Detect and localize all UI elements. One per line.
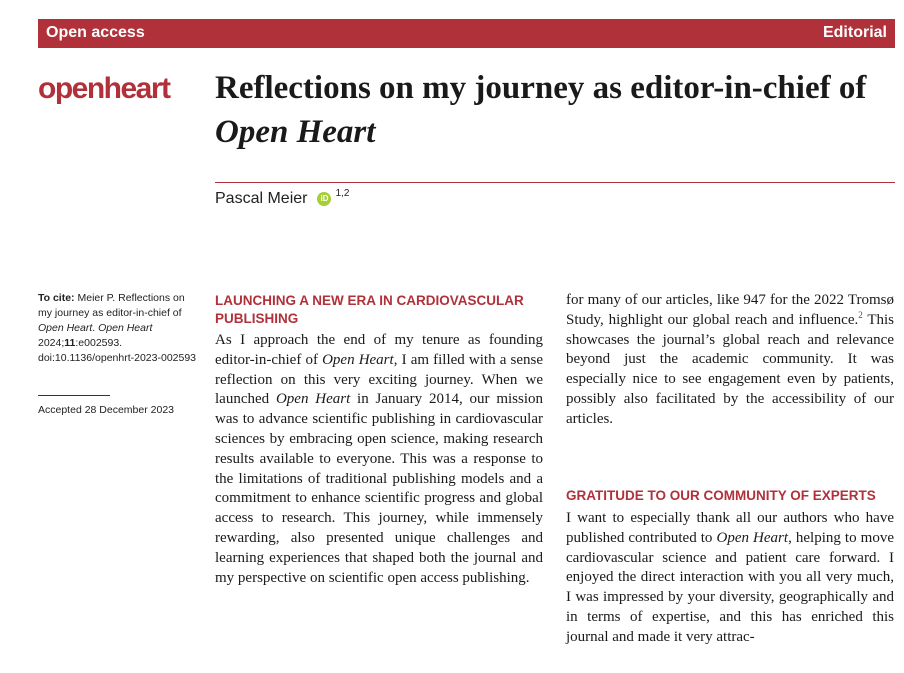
- author-line: [215, 187, 350, 208]
- accepted-date: Accepted 28 December 2023: [38, 404, 175, 416]
- section-heading-launching: LAUNCHING A NEW ERA IN CARDIOVASCULAR PUBLISHING: [215, 293, 524, 326]
- journal-logo[interactable]: openheart: [38, 72, 170, 105]
- citation-divider: [38, 395, 110, 396]
- body-column-left: As I approach the end of my tenure as founding editor-in-chief of Open Heart, I am filled with a sense reflection on this very exciting journey. When we launched Open Heart in January 2014, our mission was to advance scientific publishing in cardiovascular sciences by embracing open science, making research results available to everyone. This was a response to the limitations of traditional publishing models and a commitment to enhance scientific progress and global access to research. This journey, while immensely rewarding, also presented unique challenges and learning experiences that shaped both the journal and my perspective on scientific open access publishing.: [215, 332, 543, 586]
- orcid-icon[interactable]: iD: [317, 192, 331, 206]
- affiliation-superscript[interactable]: 1,2: [335, 187, 350, 199]
- section-heading-gratitude: GRATITUDE TO OUR COMMUNITY OF EXPERTS: [566, 488, 876, 503]
- article-title: Reflections on my journey as editor-in-chief of Open Heart: [215, 70, 867, 150]
- citation-box: To cite: Meier P. Reflections on my journey as editor-in-chief of Open Heart. Open Heart 2024;11:e002593. doi:10.1136/openhrt-2023-002593: [38, 292, 197, 364]
- open-access-label: Open access: [46, 24, 145, 41]
- article-type-label: Editorial: [822, 24, 887, 41]
- title-divider: [215, 182, 895, 183]
- reference-link[interactable]: 2: [858, 309, 863, 320]
- header-bar: [38, 19, 895, 48]
- body-column-right: for many of our articles, like 947 for the 2022 Tromsø Study, highlight our global reach and influence.$^2$ This showcases the journal’s global reach and relevance beyond just the academic community. It was especially nice to see engagement even by patients, possibly also facilitated by the accessibility of our articles.: [566, 292, 894, 427]
- author-name[interactable]: Pascal Meier: [215, 190, 308, 207]
- body-column-right-section2: I want to especially thank all our authors who have published contributed to Open Heart, helping to move cardiovascular science and patient care forward. I enjoyed the direct interaction with you all very much, I was impressed by your diversity, geographically and in terms of expertise, and this has enriched this journal and made it very attrac-: [566, 510, 894, 645]
